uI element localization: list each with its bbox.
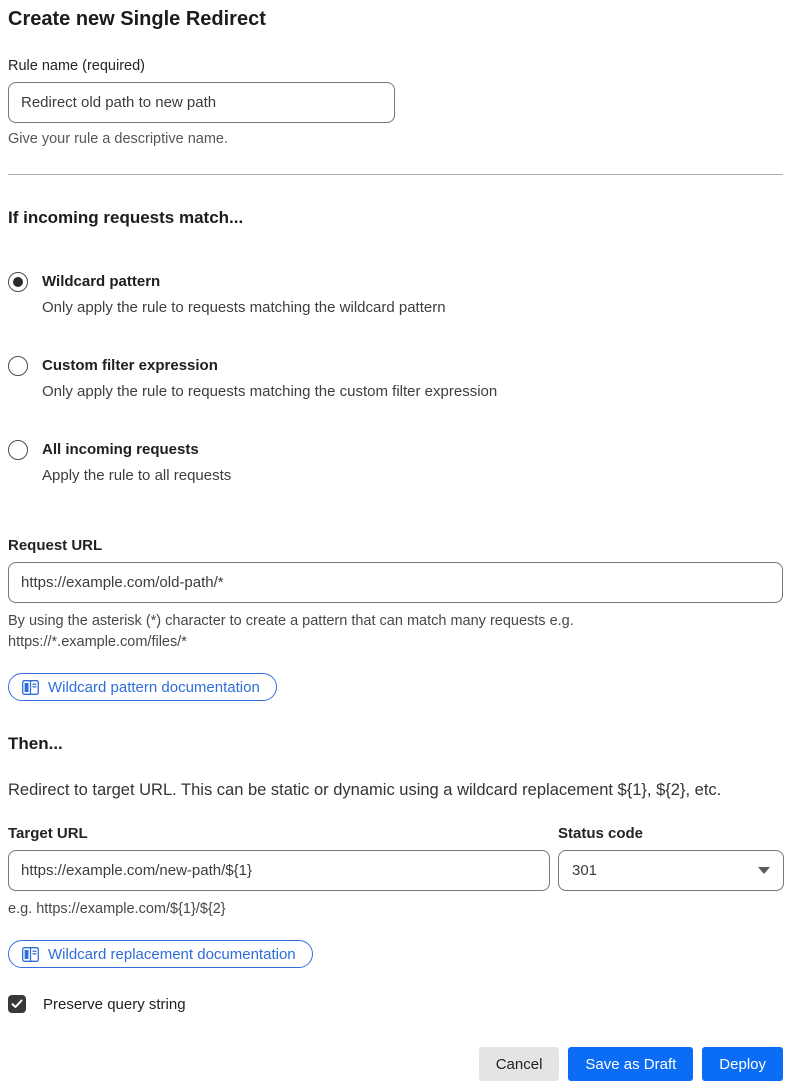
status-code-select[interactable]	[558, 850, 784, 891]
create-redirect-form	[8, 8, 783, 1081]
rule-name-help: Give your rule a descriptive name.	[8, 131, 229, 147]
rule-name-label: Rule name (required)	[8, 58, 146, 74]
radio-icon[interactable]	[8, 356, 28, 376]
radio-label: Custom filter expression	[42, 357, 218, 374]
then-section-description: Redirect to target URL. This can be static or dynamic using a wildcard replacement ${1}, ${2}, etc.	[8, 781, 722, 799]
radio-label: All incoming requests	[42, 441, 199, 458]
target-row	[8, 825, 783, 920]
match-type-radio-group	[8, 271, 783, 486]
request-url-help-line2: https://*.example.com/files/*	[8, 634, 187, 650]
match-section-heading: If incoming requests match...	[8, 208, 244, 227]
radio-option-wildcard-pattern[interactable]	[8, 271, 783, 318]
wildcard-pattern-docs-button[interactable]	[8, 673, 277, 701]
target-url-field	[8, 825, 550, 920]
chevron-down-icon	[758, 867, 770, 874]
target-url-input[interactable]	[8, 850, 550, 891]
request-url-field	[8, 537, 783, 653]
deploy-button[interactable]: Deploy	[702, 1047, 783, 1081]
open-book-icon	[22, 680, 39, 695]
radio-description: Apply the rule to all requests	[42, 467, 232, 484]
checkbox-checked-icon[interactable]	[8, 995, 26, 1013]
then-section-heading: Then...	[8, 734, 63, 753]
doc-button-label: Wildcard replacement documentation	[48, 945, 296, 963]
request-url-help-line1: By using the asterisk (*) character to create a pattern that can match many requests e.g.	[8, 613, 574, 629]
radio-description: Only apply the rule to requests matching the wildcard pattern	[42, 299, 446, 316]
preserve-query-string-row[interactable]	[8, 995, 783, 1013]
preserve-query-string-label: Preserve query string	[43, 995, 186, 1013]
footer-actions	[8, 1047, 783, 1081]
radio-option-all-incoming-requests[interactable]	[8, 439, 783, 486]
open-book-icon	[22, 947, 39, 962]
page-title: Create new Single Redirect	[8, 8, 266, 30]
target-url-label: Target URL	[8, 825, 88, 842]
radio-option-custom-filter-expression[interactable]	[8, 355, 783, 402]
rule-name-input[interactable]	[8, 82, 395, 123]
radio-icon-selected[interactable]	[8, 272, 28, 292]
save-as-draft-button[interactable]: Save as Draft	[568, 1047, 693, 1081]
request-url-input[interactable]	[8, 562, 783, 603]
status-code-value: 301	[572, 862, 598, 879]
wildcard-replacement-docs-button[interactable]	[8, 940, 313, 968]
status-code-label: Status code	[558, 825, 644, 842]
doc-button-label: Wildcard pattern documentation	[48, 678, 260, 696]
cancel-button[interactable]: Cancel	[479, 1047, 560, 1081]
rule-name-field	[8, 58, 783, 150]
radio-icon[interactable]	[8, 440, 28, 460]
radio-label: Wildcard pattern	[42, 273, 161, 290]
radio-description: Only apply the rule to requests matching the custom filter expression	[42, 383, 498, 400]
status-code-field	[558, 825, 784, 920]
target-url-help: e.g. https://example.com/${1}/${2}	[8, 901, 226, 917]
section-divider	[8, 174, 783, 175]
request-url-help	[8, 611, 783, 653]
request-url-label: Request URL	[8, 537, 103, 554]
